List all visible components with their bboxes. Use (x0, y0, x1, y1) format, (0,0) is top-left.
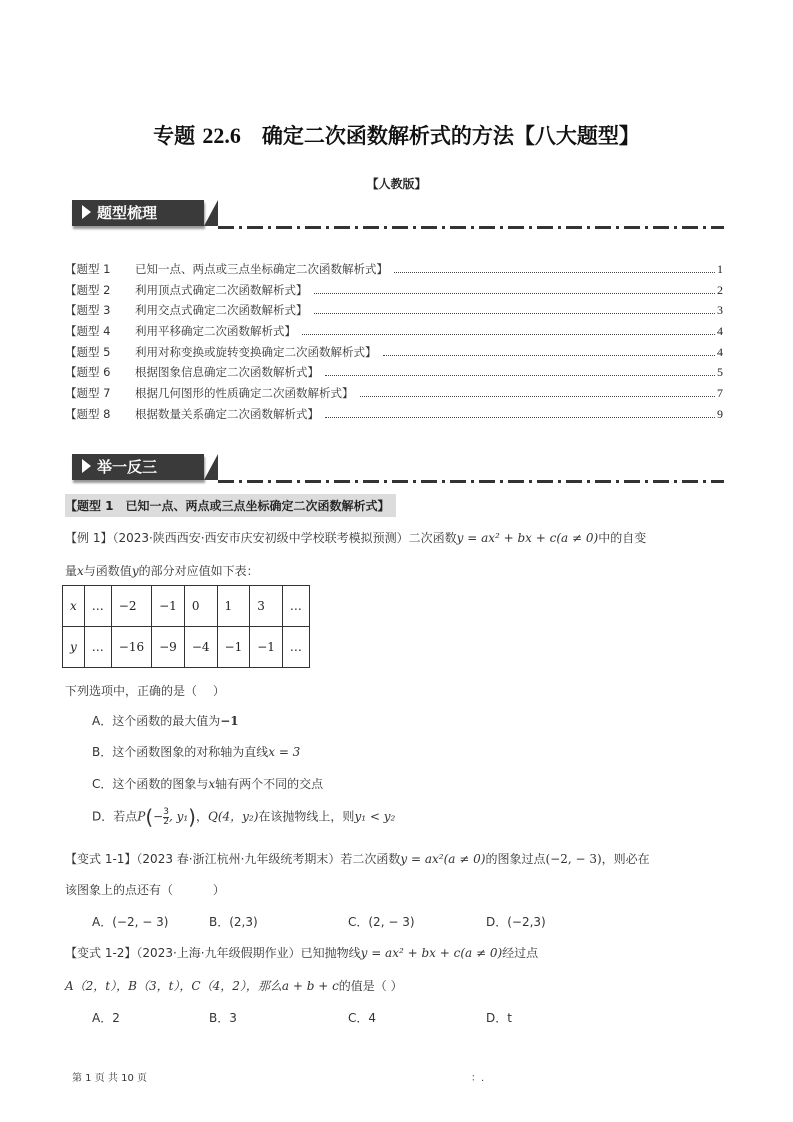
variant-1-1-choice-a: A．(−2, − 3) (92, 915, 169, 929)
toc-tag: 【题型 5 (65, 344, 111, 359)
toc-leader (314, 312, 716, 314)
table-cell: 1 (217, 586, 250, 627)
toc-tag: 【题型 1 (65, 262, 111, 276)
variant-source: （2023·上海·九年级假期作业）已知抛物线 (136, 946, 361, 960)
table-cell: −1 (152, 586, 185, 627)
title-text: 确定二次函数解析式的方法【八大题型】 (240, 124, 640, 148)
table-cell: 0 (184, 586, 217, 627)
table-cell: … (84, 586, 111, 627)
toc-title: 根据数量关系确定二次函数解析式】 (135, 406, 319, 421)
toc-leader (394, 271, 715, 273)
table-cell: −16 (111, 627, 151, 668)
toc-title: 根据几何图形的性质确定二次函数解析式】 (135, 386, 354, 401)
toc-leader (325, 374, 715, 376)
toc-title: 已知一点、两点或三点坐标确定二次函数解析式】 (135, 262, 388, 276)
option-math: −1 (220, 714, 239, 728)
toc-title: 利用顶点式确定二次函数解析式】 (135, 282, 308, 297)
banner-label: 题型梳理 (97, 204, 158, 222)
toc-tag: 【题型 7 (65, 386, 111, 401)
toc-item[interactable] (65, 362, 723, 383)
text: 经过点 (502, 946, 539, 960)
value-table (62, 585, 310, 668)
toc-page-number: 2 (717, 282, 723, 297)
variant-1-2-choice-b: B．3 (209, 1011, 237, 1025)
var-x: x (77, 564, 84, 578)
toc-label (65, 362, 319, 383)
banner-label: 举一反三 (97, 458, 158, 476)
toc-leader (360, 395, 716, 397)
toc-leader (314, 292, 716, 294)
banner-tab (72, 200, 204, 226)
variant-1-1-choice-c: C．(2, − 3) (348, 915, 415, 929)
toc-label (65, 321, 296, 342)
dash-dot-divider (218, 480, 724, 483)
variant-1-2-choice-d: D．t (486, 1011, 512, 1025)
text: 的部分对应值如下表： (138, 564, 259, 578)
table-of-contents (65, 259, 723, 425)
example-1-line-2 (65, 562, 259, 579)
play-triangle-icon (82, 459, 91, 473)
question-stem: 下列选项中，正确的是（ ） (65, 684, 225, 698)
toc-item[interactable] (65, 404, 723, 425)
toc-item[interactable] (65, 342, 723, 363)
toc-item[interactable] (65, 300, 723, 321)
toc-label (65, 300, 308, 321)
expression: a + b + c (281, 979, 339, 993)
text: ，则必在 (601, 852, 650, 866)
variant-tag: 【变式 1-2】 (65, 946, 137, 960)
toc-label (65, 280, 308, 301)
edition-label: 【人教版】 (366, 177, 427, 191)
toc-item[interactable] (65, 280, 723, 301)
toc-page-number: 7 (717, 386, 723, 401)
option-math: x = 3 (268, 745, 301, 759)
paren: ) (188, 805, 196, 829)
table-cell: −4 (184, 627, 217, 668)
banner-tab (72, 454, 204, 480)
table-cell: 3 (250, 586, 283, 627)
point-p: P (137, 809, 146, 824)
option-d: D．若点P(− $\frac{3}{2}$ , y₁)，Q(4，y₂)在该抛物线上，则y₁ < y₂ (92, 805, 396, 829)
banner-toc (72, 200, 724, 232)
option-text: 轴有两个不同的交点 (215, 777, 324, 791)
toc-label (65, 259, 388, 280)
toc-title: 根据图象信息确定二次函数解析式】 (135, 365, 319, 380)
example-tag: 【例 1】 (65, 531, 113, 545)
table-cell: … (84, 627, 111, 668)
toc-label (65, 404, 319, 425)
option-text: D．若点 (92, 809, 138, 824)
variant-1-2-line-2 (65, 977, 403, 994)
point-q: Q(4，y₂) (207, 809, 259, 824)
option-math: x (208, 777, 216, 791)
text: 量 (65, 564, 78, 578)
play-triangle-icon (82, 205, 91, 219)
frac-num: 3 (163, 806, 169, 817)
row-header-cell: x (63, 586, 85, 627)
points: A（2，t），B（3，t），C（4，2），那么 (65, 979, 282, 993)
option-text: B．这个函数图象的对称轴为直线 (92, 745, 269, 759)
toc-page-number: 4 (717, 344, 723, 359)
table-cell: −1 (250, 627, 283, 668)
toc-title: 利用平移确定二次函数解析式】 (135, 324, 296, 339)
table-cell: … (282, 586, 309, 627)
table-row (63, 586, 310, 627)
text: 中的自变 (598, 531, 647, 545)
toc-page-number: 1 (717, 262, 723, 276)
toc-tag: 【题型 6 (65, 365, 111, 380)
toc-item[interactable] (65, 383, 723, 404)
example-source: （2023·陕西西安·西安市庆安初级中学校联考模拟预测）二次函数 (112, 531, 457, 545)
table-row (63, 627, 310, 668)
variant-1-2-choice-a: A．2 (92, 1011, 120, 1025)
variant-1-1-choice-d: D．(−2,3) (486, 915, 546, 929)
toc-tag: 【题型 4 (65, 324, 111, 339)
row-header-cell: y (63, 627, 85, 668)
variant-1-2-choice-c: C．4 (348, 1011, 377, 1025)
example-1-line-1 (65, 529, 646, 546)
page-footer: 第 1 页 共 10 页 (72, 1073, 147, 1084)
option-text: 在该抛物线上，则 (258, 809, 355, 824)
formula: y = ax²(a ≠ 0) (400, 852, 486, 866)
toc-item[interactable] (65, 259, 723, 280)
paren: ( (145, 805, 154, 829)
toc-tag: 【题型 2 (65, 282, 111, 297)
toc-leader (383, 354, 716, 356)
variant-1-1-line-1 (65, 850, 650, 867)
banner-practice (72, 454, 724, 486)
option-text: A．这个函数的最大值为 (92, 714, 221, 728)
toc-page-number: 9 (717, 406, 723, 421)
formula: y = ax² + bx + c(a ≠ 0) (360, 946, 503, 960)
comparison: y₁ < y₂ (354, 809, 396, 824)
var-y: y (131, 564, 139, 578)
option-c (92, 775, 323, 792)
title-prefix: 专题 (153, 124, 203, 148)
table-cell: −1 (217, 627, 250, 668)
toc-title: 利用对称变换或旋转变换确定二次函数解析式】 (135, 344, 377, 359)
toc-leader (325, 416, 715, 418)
text: 与函数值 (83, 564, 132, 578)
variant-1-2-line-1 (65, 944, 538, 961)
variant-source: （2023 春·浙江杭州·九年级统考期末）若二次函数 (136, 852, 401, 866)
toc-page-number: 3 (717, 303, 723, 318)
text: 的图象过点 (485, 852, 546, 866)
page-title (0, 120, 793, 150)
point-p-rest: , y₁ (168, 809, 189, 824)
point: (−2, − 3) (545, 852, 602, 866)
toc-tag: 【题型 3 (65, 303, 111, 318)
type-1-heading: 【题型 1 已知一点、两点或三点坐标确定二次函数解析式】 (65, 494, 396, 517)
separator: ， (195, 809, 208, 824)
toc-leader (302, 333, 715, 335)
toc-label (65, 383, 354, 404)
toc-item[interactable] (65, 321, 723, 342)
frac-den: 2 (163, 816, 169, 827)
variant-1-1-choice-b: B．(2,3) (209, 915, 258, 929)
toc-title: 利用交点式确定二次函数解析式】 (135, 303, 308, 318)
table-cell: −9 (152, 627, 185, 668)
variant-1-1-line-2: 该图象上的点还有（ ） (65, 883, 225, 897)
toc-label (65, 342, 377, 363)
toc-page-number: 5 (717, 365, 723, 380)
text: 的值是（ ） (338, 979, 403, 993)
dash-dot-divider (218, 226, 724, 229)
table-cell: … (282, 627, 309, 668)
variant-tag: 【变式 1-1】 (65, 852, 137, 866)
option-a (92, 712, 239, 729)
title-number: 22.6 (202, 123, 241, 148)
option-b (92, 743, 300, 760)
toc-tag: 【题型 8 (65, 406, 111, 421)
option-text: C．这个函数的图象与 (92, 777, 209, 791)
toc-page-number: 4 (717, 324, 723, 339)
table-cell: −2 (111, 586, 151, 627)
footer-mark: ：. (471, 1073, 485, 1084)
formula: y = ax² + bx + c(a ≠ 0) (456, 531, 599, 545)
